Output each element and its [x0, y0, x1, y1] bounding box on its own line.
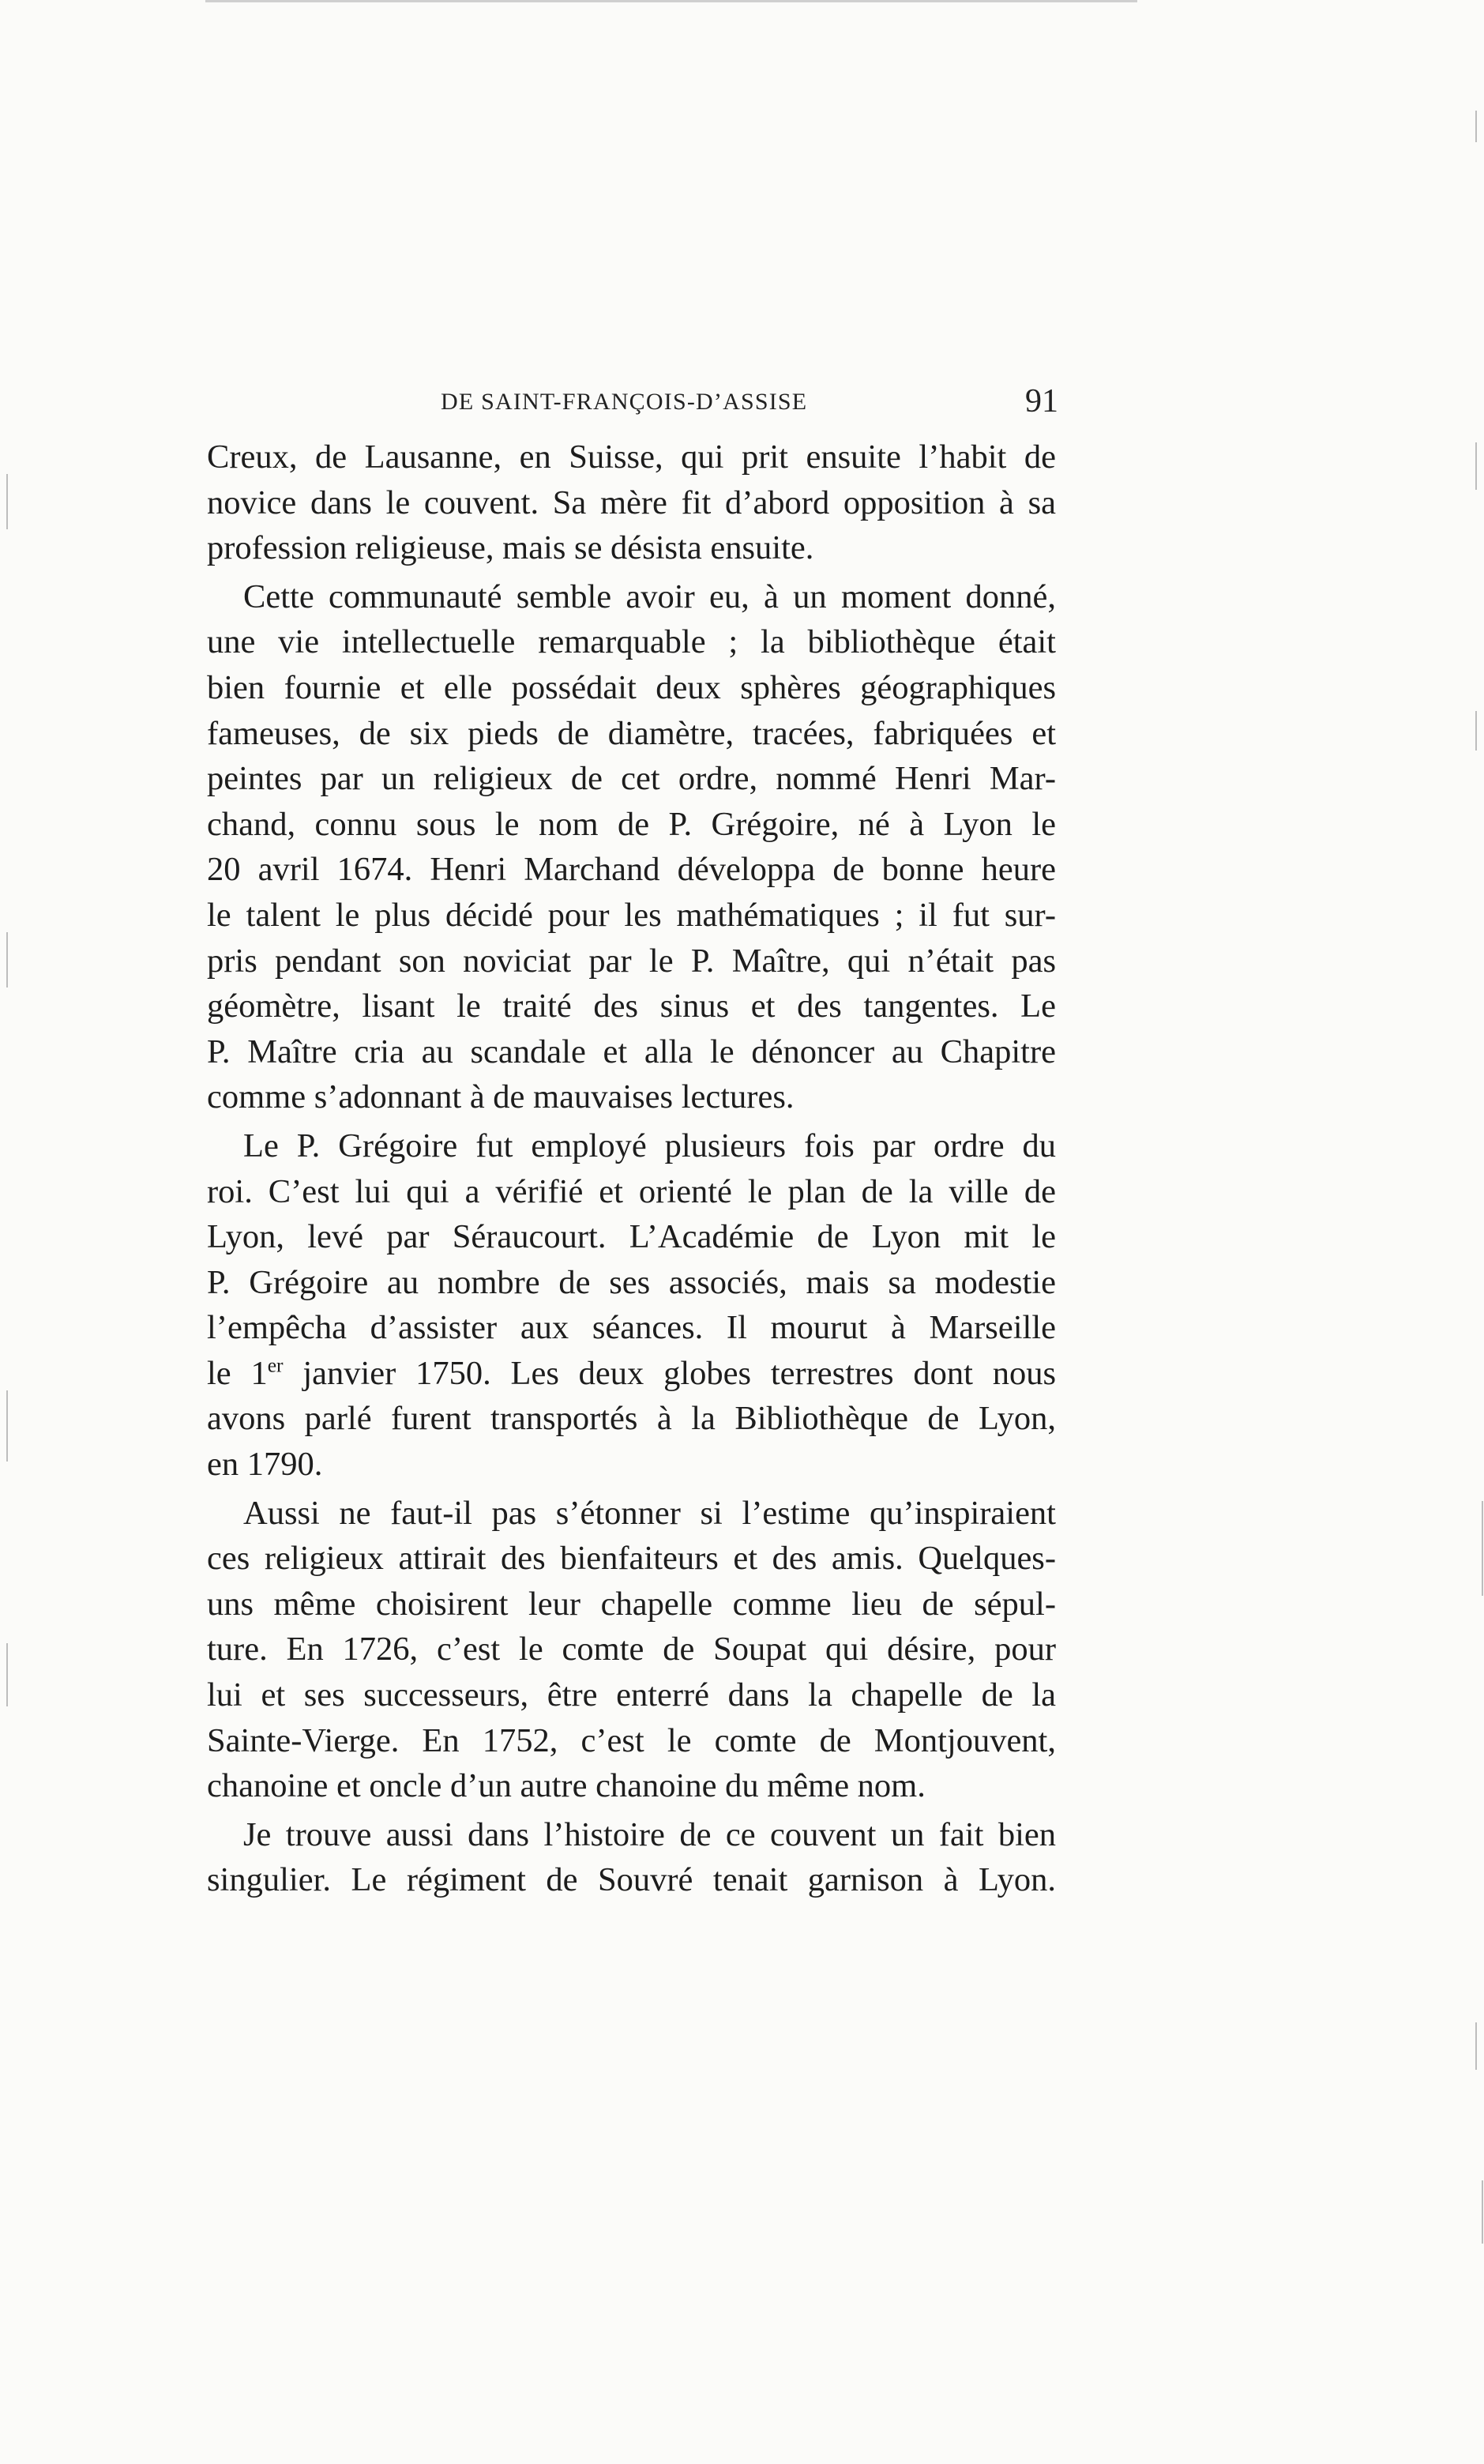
text-line: Aussi ne faut-il pas s’étonner si l’estime qu’inspiraient [243, 1494, 1056, 1532]
page-body [207, 434, 1056, 1903]
paragraph [207, 1123, 1056, 1488]
text-line [207, 1351, 1056, 1397]
text-line: Le P. Grégoire fut employé plusieurs fois par ordre du [243, 1127, 1056, 1164]
text-line: P. Maître cria au scandale et alla le dénoncer au Chapitre [207, 1033, 1056, 1070]
text-line: fameuses, de six pieds de diamètre, tracées, fabriquées et [207, 714, 1056, 752]
margin-scan-mark [1475, 2022, 1477, 2070]
paragraph [207, 1812, 1056, 1903]
margin-scan-mark [6, 1390, 8, 1461]
text-line: l’empêcha d’assister aux séances. Il mourut à Marseille [207, 1309, 1056, 1347]
margin-scan-mark [1475, 442, 1477, 490]
margin-scan-mark [6, 474, 8, 529]
margin-scan-mark [1475, 711, 1477, 750]
text-line: ces religieux attirait des bienfaiteurs et des amis. Quelques- [207, 1540, 1056, 1578]
text-line: singulier. Le régiment de Souvré tenait garnison à Lyon. [207, 1861, 1056, 1899]
text-line: le talent le plus décidé pour les mathématiques ; il fut sur- [207, 896, 1056, 934]
text-line: géomètre, lisant le traité des sinus et des tangentes. Le [207, 987, 1056, 1025]
text-line: lui et ses successeurs, être enterré dans la chapelle de la [207, 1676, 1056, 1714]
text-line: bien fournie et elle possédait deux sphères géographiques [207, 668, 1056, 706]
superscript: er [267, 1353, 284, 1377]
text-fragment: le 1 [207, 1354, 268, 1392]
text-line: novice dans le couvent. Sa mère fit d’abord opposition à sa [207, 483, 1056, 521]
margin-scan-mark [1475, 111, 1477, 142]
paragraph [207, 434, 1056, 571]
margin-scan-mark [1482, 1501, 1483, 1596]
text-line: Lyon, levé par Séraucourt. L’Académie de Lyon mit le [207, 1218, 1056, 1256]
text-line: Creux, de Lausanne, en Suisse, qui prit ensuite l’habit de [207, 438, 1056, 476]
text-line: chanoine et oncle d’un autre chanoine du même nom. [207, 1767, 926, 1805]
text-line: comme s’adonnant à de mauvaises lectures. [207, 1078, 795, 1116]
text-line: roi. C’est lui qui a vérifié et orienté le plan de la ville de [207, 1172, 1056, 1210]
margin-scan-mark [6, 932, 8, 987]
text-line: ture. En 1726, c’est le comte de Soupat qui désire, pour [207, 1631, 1056, 1668]
text-line: 20 avril 1674. Henri Marchand développa de bonne heure [207, 851, 1056, 889]
text-line: une vie intellectuelle remarquable ; la bibliothèque était [207, 623, 1056, 661]
page-header [212, 379, 1058, 427]
text-line: chand, connu sous le nom de P. Grégoire, né à Lyon le [207, 805, 1056, 843]
text-line: uns même choisirent leur chapelle comme lieu de sépul- [207, 1585, 1056, 1623]
page-number: 91 [1025, 383, 1058, 419]
text-fragment: janvier 1750. Les deux globes terrestres dont nous [283, 1354, 1056, 1392]
paragraph [207, 1491, 1056, 1809]
text-line: profession religieuse, mais se désista ensuite. [207, 529, 814, 567]
running-title: DE SAINT-FRANÇOIS-D’ASSISE [441, 389, 808, 415]
text-line: P. Grégoire au nombre de ses associés, mais sa modestie [207, 1263, 1056, 1301]
paragraph [207, 574, 1056, 1120]
text-line: peintes par un religieux de cet ordre, nommé Henri Mar- [207, 760, 1056, 798]
text-line: Cette communauté semble avoir eu, à un moment donné, [243, 577, 1056, 615]
margin-scan-mark [6, 1643, 8, 1706]
text-line: Sainte-Vierge. En 1752, c’est le comte de Montjouvent, [207, 1721, 1056, 1759]
text-line: en 1790. [207, 1446, 323, 1484]
margin-scan-mark [1482, 2180, 1483, 2244]
text-line: avons parlé furent transportés à la Bibliothèque de Lyon, [207, 1400, 1056, 1438]
text-line: Je trouve aussi dans l’histoire de ce couvent un fait bien [243, 1815, 1056, 1853]
text-line: pris pendant son noviciat par le P. Maître, qui n’était pas [207, 942, 1056, 980]
scan-top-edge [205, 0, 1137, 2]
